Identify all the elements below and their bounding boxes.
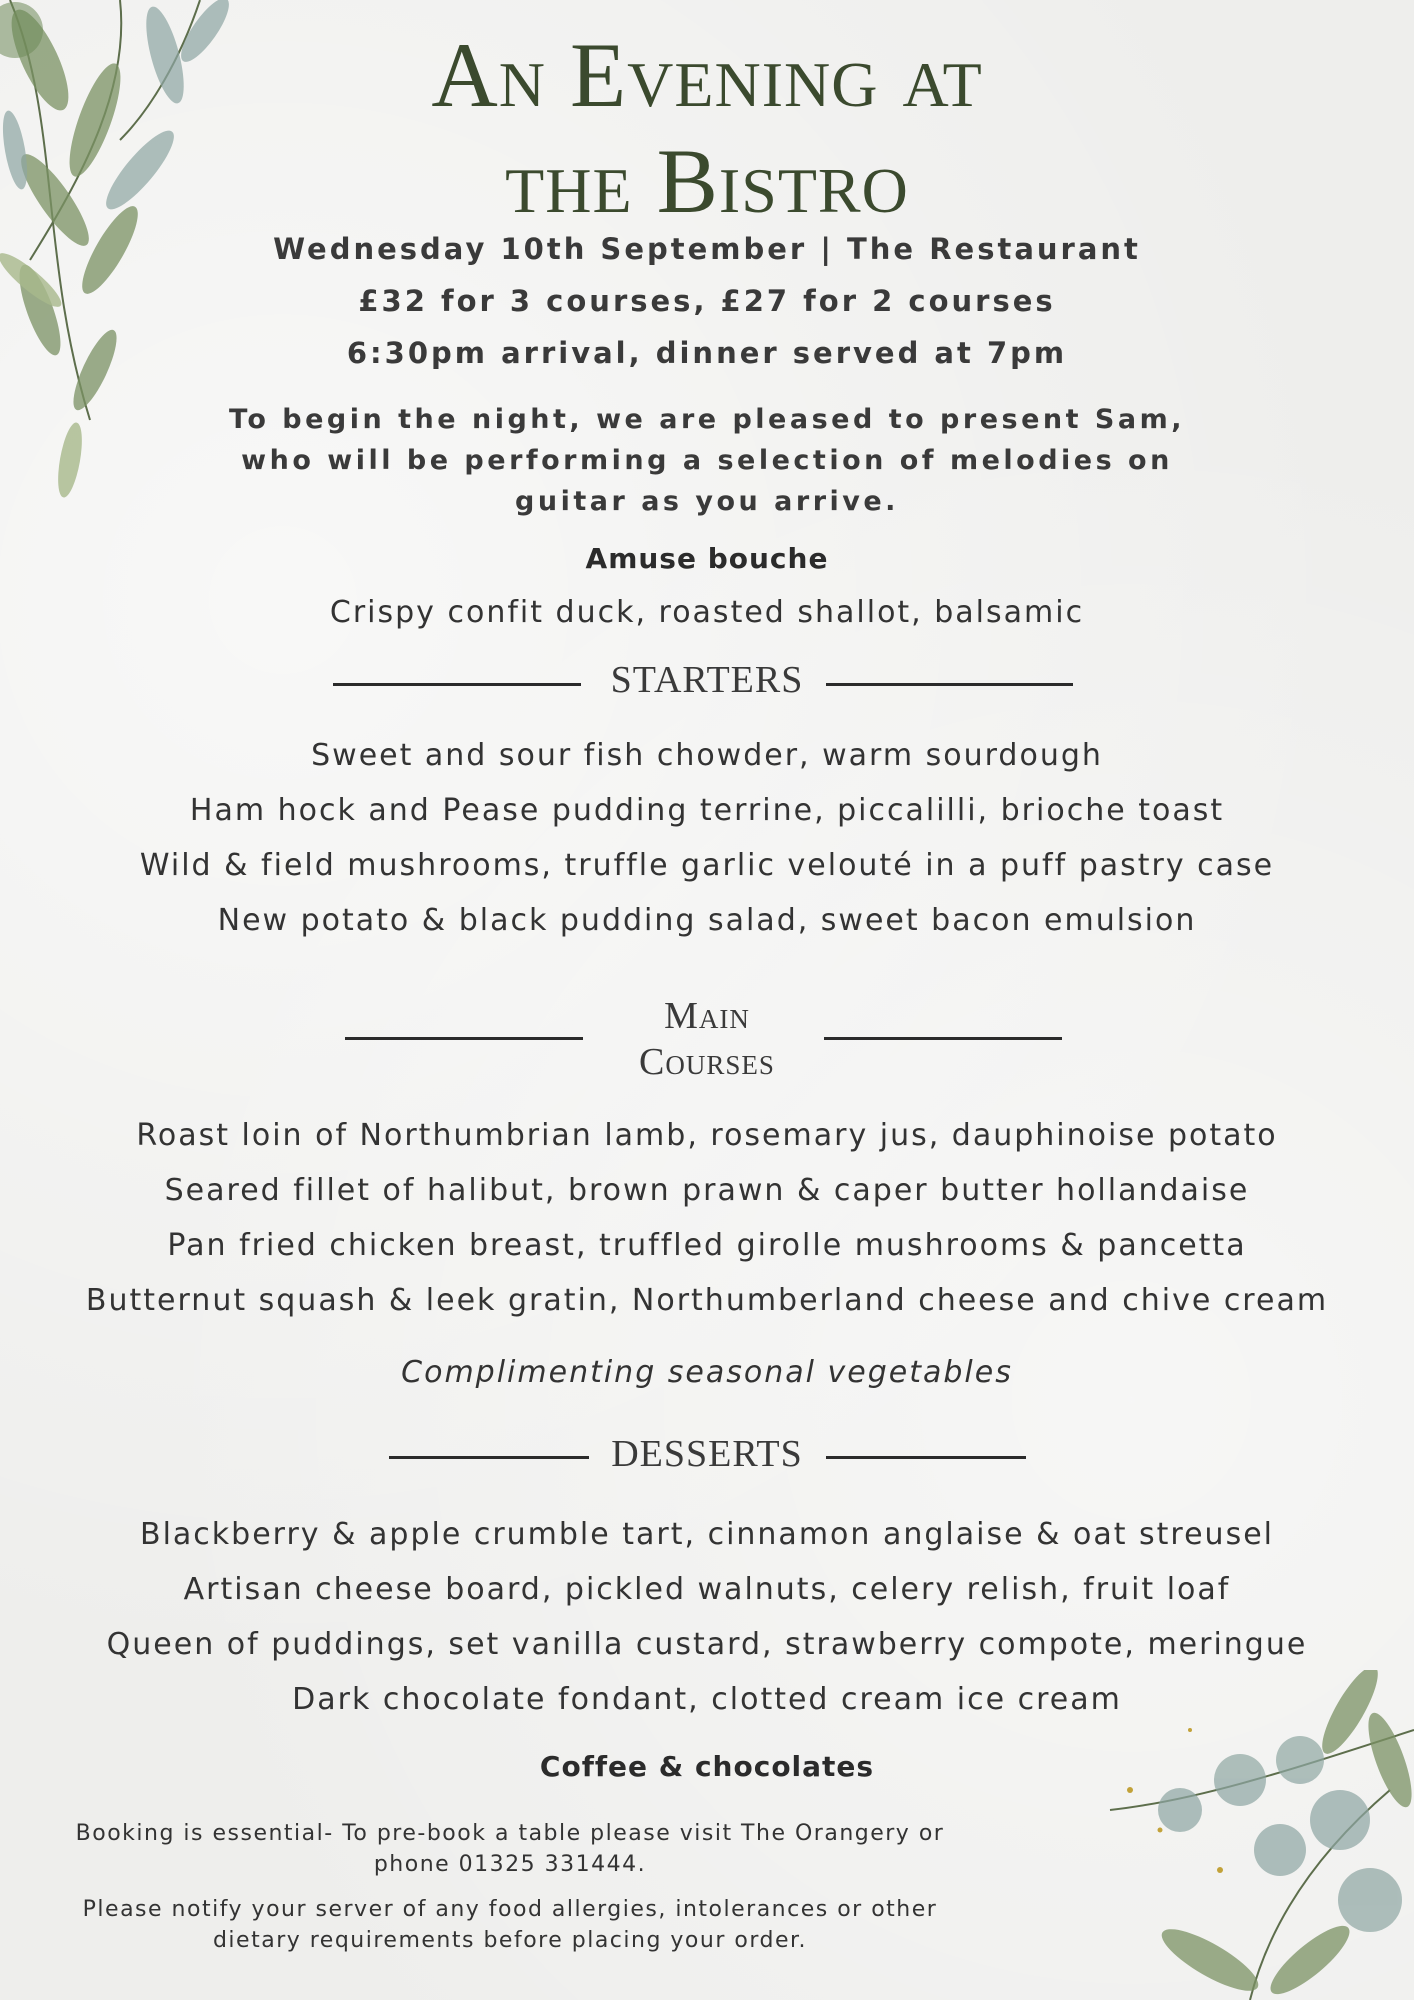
allergy-note-line-2: dietary requirements before placing your order. [212, 1928, 808, 1953]
mains-heading-line-2: Courses [639, 1041, 775, 1083]
intro-line-3: guitar as you arrive. [515, 486, 899, 517]
closing-item: Coffee & chocolates [539, 1750, 875, 1783]
booking-note-line-2: phone 01325 331444. [373, 1852, 647, 1877]
booking-note-line-1: Booking is essential- To pre-book a table please visit The Orangery or [75, 1821, 945, 1846]
main-item: Seared fillet of halibut, brown prawn & caper butter hollandaise [164, 1173, 1250, 1208]
starters-heading: STARTERS [610, 659, 804, 701]
mains-heading-line-1: Main [664, 995, 750, 1037]
dessert-item: Artisan cheese board, pickled walnuts, celery relish, fruit loaf [183, 1572, 1231, 1607]
starter-item: Ham hock and Pease pudding terrine, piccalilli, brioche toast [189, 793, 1225, 828]
main-item: Roast loin of Northumbrian lamb, rosemary jus, dauphinoise potato [136, 1118, 1278, 1153]
intro-line-2: who will be performing a selection of melodies on [241, 445, 1173, 476]
event-time: 6:30pm arrival, dinner served at 7pm [346, 336, 1068, 370]
foliage-bottom-right-icon [1090, 1670, 1414, 2000]
event-price: £32 for 3 courses, £27 for 2 courses [358, 284, 1056, 318]
event-date-venue: Wednesday 10th September | The Restaurant [273, 232, 1141, 266]
allergy-note [40, 1894, 980, 1956]
desserts-heading: DESSERTS [611, 1433, 803, 1475]
starter-item: Wild & field mushrooms, truffle garlic velouté in a puff pastry case [139, 848, 1275, 883]
main-item: Pan fried chicken breast, truffled girolle mushrooms & pancetta [167, 1228, 1247, 1263]
mains-note: Complimenting seasonal vegetables [401, 1355, 1013, 1390]
starter-item: Sweet and sour fish chowder, warm sourdough [311, 738, 1103, 773]
allergy-note-line-1: Please notify your server of any food allergies, intolerances or other [82, 1897, 938, 1922]
dessert-item: Queen of puddings, set vanilla custard, strawberry compote, meringue [106, 1627, 1308, 1662]
amuse-heading: Amuse bouche [585, 542, 829, 575]
main-item: Butternut squash & leek gratin, Northumberland cheese and chive cream [85, 1283, 1329, 1318]
dessert-item: Dark chocolate fondant, clotted cream ice cream [292, 1682, 1122, 1717]
amuse-item: Crispy confit duck, roasted shallot, balsamic [329, 595, 1085, 630]
intro-line-1: To begin the night, we are pleased to present Sam, [229, 404, 1185, 435]
event-title-line-1: An Evening at [431, 24, 983, 126]
dessert-item: Blackberry & apple crumble tart, cinnamon anglaise & oat streusel [140, 1517, 1274, 1552]
starter-item: New potato & black pudding salad, sweet bacon emulsion [217, 903, 1197, 938]
booking-note [40, 1818, 980, 1880]
event-title-line-2: the Bistro [505, 130, 909, 232]
